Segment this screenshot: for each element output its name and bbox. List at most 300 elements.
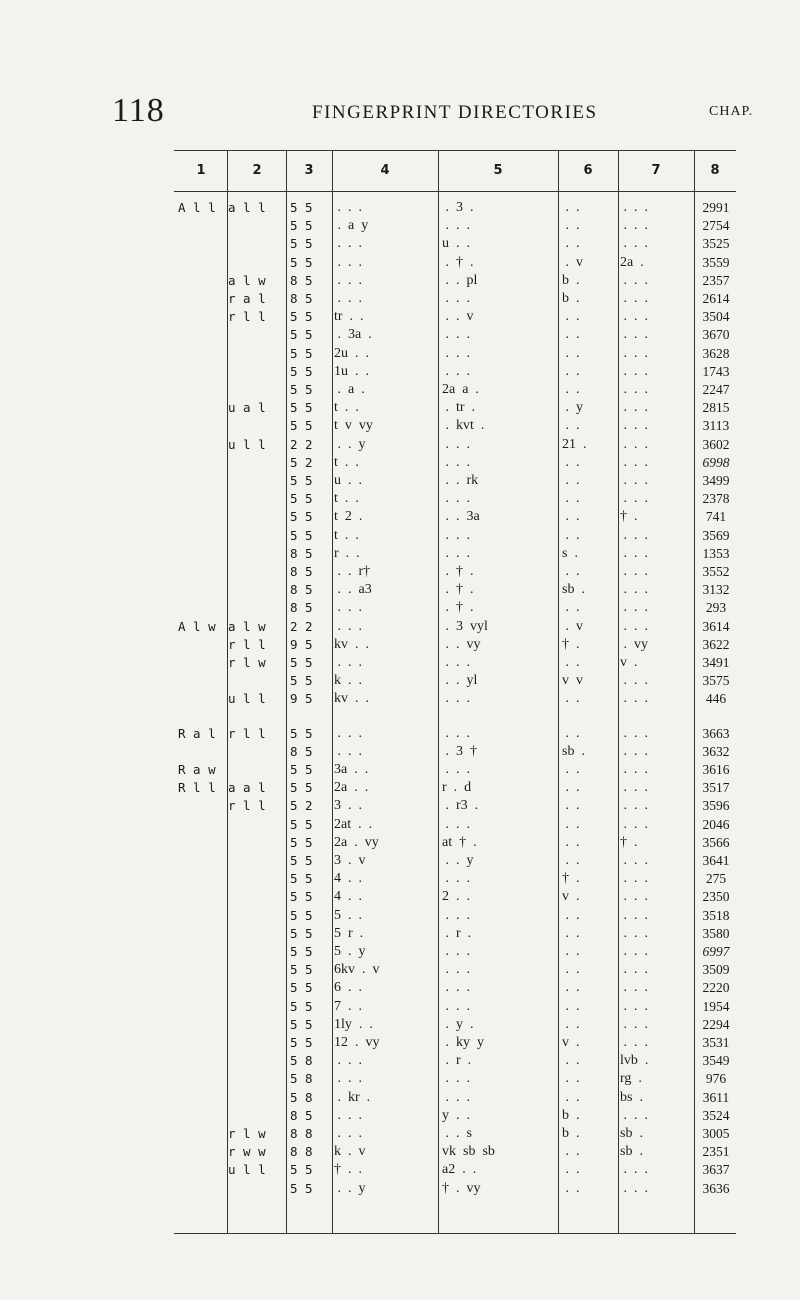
table-cell-c3: 5 5	[290, 762, 313, 777]
table-cell-c2	[228, 672, 284, 690]
table-cell-c8: 3566	[702, 834, 730, 850]
table-cell-c3: 5 5	[290, 345, 313, 361]
table-row	[174, 545, 736, 563]
table-row	[174, 1107, 736, 1125]
table-cell-c7: . . .	[620, 309, 648, 325]
table-cell-c1	[178, 1034, 222, 1052]
table-cell-c8: 3663	[702, 725, 730, 741]
table-cell-c1: R a l	[178, 725, 216, 741]
table-cell-c3: 5 5	[290, 655, 313, 670]
table-cell-c6: . .	[562, 218, 580, 234]
table-cell-c5: . . rk	[442, 473, 479, 488]
table-row	[174, 690, 736, 708]
table-cell-c4: 5 . y	[334, 944, 366, 959]
table-cell-c2	[228, 490, 284, 508]
table-cell-c4: u . .	[334, 473, 362, 488]
table-cell-c2	[228, 599, 284, 617]
table-cell-c7: . . .	[620, 618, 648, 634]
table-row	[174, 852, 736, 870]
table-cell-c7: . . .	[620, 200, 648, 215]
table-cell-c2	[228, 1089, 284, 1107]
table-cell-c4: . . .	[334, 291, 362, 306]
table-cell-c4: . . .	[334, 1107, 362, 1123]
table-cell-c1	[178, 690, 222, 708]
table-cell-c2	[228, 1107, 284, 1125]
table-cell-c7: . . .	[620, 272, 648, 288]
table-cell-c6: . .	[562, 1180, 580, 1196]
table-cell-c4: . . .	[334, 743, 362, 759]
table-cell-c5: . . .	[442, 345, 470, 361]
table-cell-c2	[228, 363, 284, 381]
table-cell-c1	[178, 472, 222, 490]
column-header: 1	[196, 163, 206, 178]
table-cell-c5: . . y	[442, 853, 474, 868]
table-cell-c1	[178, 308, 222, 326]
column-header: 3	[304, 163, 314, 178]
table-cell-c6: . .	[562, 925, 580, 941]
table-row	[174, 563, 736, 581]
table-cell-c8: 3575	[702, 673, 730, 689]
table-cell-c8: 2815	[702, 400, 730, 416]
table-cell-c8: 3580	[702, 925, 730, 941]
table-cell-c8: 446	[705, 691, 727, 707]
table-cell-c7: . vy	[620, 636, 648, 652]
table-cell-c2	[228, 1034, 284, 1052]
table-cell-c3: 5 5	[290, 1162, 313, 1178]
table-cell-c2	[228, 925, 284, 943]
table-row	[174, 490, 736, 508]
table-cell-c4: 1ly . .	[334, 1016, 373, 1032]
table-cell-c1	[178, 888, 222, 906]
table-cell-c4: 6 . .	[334, 980, 362, 996]
table-cell-c2	[228, 235, 284, 253]
table-row	[174, 925, 736, 943]
table-row	[174, 618, 736, 636]
table-cell-c4: . . y	[334, 1180, 366, 1196]
table-cell-c2	[228, 961, 284, 979]
table-cell-c2: u l l	[228, 691, 266, 707]
table-row	[174, 1125, 736, 1143]
table-cell-c3: 8 8	[290, 1126, 313, 1141]
table-cell-c1	[178, 1107, 222, 1125]
table-cell-c7: rg .	[620, 1071, 642, 1087]
table-cell-c7: 2a .	[620, 254, 644, 270]
table-cell-c3: 5 5	[290, 200, 313, 215]
table-cell-c5: † . vy	[442, 1180, 481, 1196]
table-cell-c1	[178, 816, 222, 834]
table-cell-c8: 2350	[702, 889, 730, 905]
table-cell-c1	[178, 235, 222, 253]
table-cell-c1	[178, 254, 222, 272]
table-cell-c4: t 2 .	[334, 509, 363, 525]
table-cell-c2: a l w	[228, 272, 266, 288]
table-cell-c1	[178, 345, 222, 363]
table-cell-c2: r l w	[228, 1126, 266, 1141]
table-row	[174, 1052, 736, 1070]
table-cell-c6: . v	[562, 618, 583, 634]
table-cell-c1	[178, 563, 222, 581]
table-row	[174, 1016, 736, 1034]
table-cell-c8: 3628	[702, 345, 730, 361]
table-cell-c1	[178, 636, 222, 654]
table-cell-c1	[178, 834, 222, 852]
table-cell-c2: a l l	[228, 200, 266, 215]
table-cell-c6: † .	[562, 871, 580, 887]
table-cell-c4: . . .	[334, 236, 362, 252]
table-cell-c1	[178, 1016, 222, 1034]
table-cell-c1	[178, 907, 222, 925]
table-cell-c1	[178, 508, 222, 526]
table-cell-c2	[228, 527, 284, 545]
table-cell-c5: a2 . .	[442, 1162, 477, 1178]
table-cell-c4: 5 r .	[334, 925, 364, 941]
table-cell-c6: . .	[562, 527, 580, 543]
table-cell-c6: . .	[562, 363, 580, 379]
table-cell-c4: . . .	[334, 655, 362, 670]
table-cell-c8: 3559	[702, 254, 730, 270]
table-cell-c4: k . v	[334, 1144, 366, 1160]
table-cell-c5: . † .	[442, 600, 474, 616]
table-cell-c2: u a l	[228, 400, 266, 416]
table-cell-c6: . .	[562, 1071, 580, 1087]
table-cell-c8: 2351	[702, 1144, 730, 1160]
table-row	[174, 888, 736, 906]
table-cell-c7: . . .	[620, 980, 648, 996]
table-row	[174, 436, 736, 454]
table-cell-c8: 3491	[702, 655, 730, 670]
table-cell-c7: . . .	[620, 780, 648, 796]
table-cell-c5: . . s	[442, 1126, 472, 1141]
table-cell-c4: . a y	[334, 218, 369, 234]
table-cell-c5: . . .	[442, 762, 470, 777]
table-cell-c8: 1954	[702, 998, 730, 1014]
table-cell-c4: 3 . .	[334, 798, 362, 814]
table-cell-c1: A l w	[178, 618, 216, 634]
table-cell-c8: 2247	[702, 382, 730, 397]
table-cell-c1	[178, 545, 222, 563]
table-row	[174, 1089, 736, 1107]
table-cell-c5: . . .	[442, 871, 470, 887]
table-cell-c3: 5 5	[290, 853, 313, 868]
table-cell-c4: t . .	[334, 454, 359, 470]
table-cell-c3: 8 5	[290, 582, 313, 598]
table-cell-c6: v .	[562, 889, 580, 905]
table-cell-c3: 8 5	[290, 743, 313, 759]
table-row	[174, 943, 736, 961]
table-cell-c5: . . .	[442, 944, 470, 959]
table-cell-c1	[178, 1070, 222, 1088]
table-cell-c4: . . r†	[334, 564, 371, 579]
table-cell-c1	[178, 272, 222, 290]
table-cell-c2	[228, 454, 284, 472]
table-cell-c4: r . .	[334, 545, 360, 561]
table-cell-c1	[178, 363, 222, 381]
table-cell-c5: . r .	[442, 925, 472, 941]
table-cell-c3: 5 5	[290, 473, 313, 488]
table-cell-c4: 3 . v	[334, 853, 366, 868]
table-cell-c6: . .	[562, 691, 580, 707]
table-cell-c2	[228, 943, 284, 961]
table-cell-c2	[228, 979, 284, 997]
table-cell-c2	[228, 834, 284, 852]
table-cell-c8: 2220	[702, 980, 730, 996]
table-cell-c5: . . .	[442, 491, 470, 507]
table-cell-c5: . . .	[442, 436, 470, 452]
table-cell-c4: kv . .	[334, 691, 369, 707]
table-cell-c2	[228, 563, 284, 581]
table-cell-c6: . .	[562, 834, 580, 850]
table-cell-c8: 3549	[702, 1053, 730, 1069]
table-row	[174, 472, 736, 490]
column-header: 8	[710, 163, 720, 178]
table-cell-c6: . .	[562, 962, 580, 978]
table-cell-c8: 976	[705, 1071, 727, 1087]
table-cell-c8: 2614	[702, 291, 730, 306]
table-cell-c4: 5 . .	[334, 907, 362, 923]
table-cell-c5: . . .	[442, 218, 470, 234]
table-cell-c7: . . .	[620, 600, 648, 616]
table-cell-c4: . . a3	[334, 582, 372, 598]
table-cell-c5: . . .	[442, 691, 470, 707]
table-cell-c2	[228, 1180, 284, 1198]
table-cell-c1	[178, 490, 222, 508]
table-row	[174, 599, 736, 617]
page-header	[112, 92, 752, 132]
table-cell-c3: 5 5	[290, 254, 313, 270]
table-row	[174, 235, 736, 253]
table-cell-c6: s .	[562, 545, 578, 561]
table-cell-c5: . . .	[442, 1071, 470, 1087]
table-cell-c7: . . .	[620, 473, 648, 488]
table-row	[174, 779, 736, 797]
table-cell-c1	[178, 654, 222, 672]
table-cell-c4: . . .	[334, 600, 362, 616]
table-cell-c8: 3005	[702, 1126, 730, 1141]
table-cell-c4: 2a . .	[334, 780, 369, 796]
table-cell-c7: . . .	[620, 545, 648, 561]
table-row	[174, 1034, 736, 1052]
table-cell-c3: 5 5	[290, 236, 313, 252]
table-cell-c7: . . .	[620, 889, 648, 905]
table-cell-c7: . . .	[620, 582, 648, 598]
table-cell-c8: 3596	[702, 798, 730, 814]
table-cell-c3: 5 5	[290, 1016, 313, 1032]
table-cell-c4: 6kv . v	[334, 962, 380, 978]
table-cell-c2	[228, 326, 284, 344]
table-cell-c3: 8 5	[290, 600, 313, 616]
table-cell-c3: 9 5	[290, 636, 313, 652]
table-cell-c7: . . .	[620, 1035, 648, 1050]
table-cell-c1	[178, 290, 222, 308]
table-cell-c7: . . .	[620, 798, 648, 814]
table-cell-c4: t . .	[334, 400, 359, 416]
table-cell-c4: 1u . .	[334, 363, 369, 379]
table-cell-c3: 8 5	[290, 564, 313, 579]
table-row	[174, 254, 736, 272]
table-row	[174, 345, 736, 363]
table-cell-c4: 2u . .	[334, 345, 369, 361]
table-cell-c6: 21 .	[562, 436, 587, 452]
table-cell-c6: . .	[562, 725, 580, 741]
table-cell-c5: . kvt .	[442, 418, 485, 434]
table-cell-c4: 3a . .	[334, 762, 369, 777]
table-row	[174, 454, 736, 472]
table-cell-c3: 9 5	[290, 691, 313, 707]
table-cell-c6: . v	[562, 254, 583, 270]
table-cell-c1	[178, 454, 222, 472]
table-cell-c3: 5 8	[290, 1089, 313, 1105]
table-cell-c1: R a w	[178, 762, 216, 777]
table-cell-c1	[178, 943, 222, 961]
table-cell-c5: at † .	[442, 834, 477, 850]
fingerprint-directory-table	[174, 150, 736, 1234]
table-cell-c1	[178, 1052, 222, 1070]
table-cell-c3: 5 5	[290, 218, 313, 234]
table-cell-c7: . . .	[620, 345, 648, 361]
table-cell-c5: . . .	[442, 545, 470, 561]
table-cell-c8: 1743	[702, 363, 730, 379]
table-cell-c7: . . .	[620, 944, 648, 959]
table-cell-c2: u l l	[228, 1162, 266, 1178]
table-row	[174, 399, 736, 417]
table-cell-c4: 2a . vy	[334, 834, 379, 850]
table-cell-c4: . a .	[334, 382, 365, 397]
table-row	[174, 326, 736, 344]
table-cell-c4: tr . .	[334, 309, 364, 325]
table-cell-c3: 2 2	[290, 618, 313, 634]
table-cell-c7: v .	[620, 655, 638, 670]
table-cell-c6: sb .	[562, 582, 585, 598]
table-cell-c2: u l l	[228, 436, 266, 452]
table-row	[174, 761, 736, 779]
table-cell-c3: 5 5	[290, 725, 313, 741]
table-cell-c4: † . .	[334, 1162, 362, 1178]
table-cell-c3: 5 5	[290, 816, 313, 832]
table-cell-c2: a a l	[228, 780, 266, 796]
table-cell-c2	[228, 472, 284, 490]
table-cell-c1	[178, 1089, 222, 1107]
table-cell-c6: b .	[562, 272, 580, 288]
table-cell-c6: . .	[562, 1162, 580, 1178]
table-cell-c3: 5 5	[290, 834, 313, 850]
table-cell-c8: 3637	[702, 1162, 730, 1178]
table-cell-c8: 1353	[702, 545, 730, 561]
table-cell-c8: 3602	[702, 436, 730, 452]
table-cell-c3: 5 5	[290, 491, 313, 507]
table-cell-c6: b .	[562, 1126, 580, 1141]
table-row	[174, 581, 736, 599]
table-row	[174, 816, 736, 834]
table-cell-c6: . .	[562, 564, 580, 579]
column-header: 6	[583, 163, 593, 178]
table-row	[174, 743, 736, 761]
table-row	[174, 363, 736, 381]
table-cell-c8: 741	[705, 509, 727, 525]
table-cell-c7: . . .	[620, 491, 648, 507]
table-cell-c7: . . .	[620, 236, 648, 252]
table-cell-c3: 5 5	[290, 327, 313, 343]
table-cell-c8: 3622	[702, 636, 730, 652]
table-cell-c3: 5 5	[290, 1035, 313, 1050]
table-cell-c4: 2at . .	[334, 816, 373, 832]
table-cell-c6: . .	[562, 327, 580, 343]
running-title: FINGERPRINT DIRECTORIES	[312, 102, 598, 123]
table-row	[174, 1180, 736, 1198]
table-cell-c2	[228, 761, 284, 779]
table-cell-c4: . . .	[334, 272, 362, 288]
table-cell-c5: . . .	[442, 907, 470, 923]
table-cell-c6: sb .	[562, 743, 585, 759]
table-cell-c2	[228, 743, 284, 761]
table-cell-c4: . . .	[334, 1053, 362, 1069]
table-cell-c7: . . .	[620, 418, 648, 434]
table-cell-c2	[228, 381, 284, 399]
table-cell-c2	[228, 1016, 284, 1034]
table-cell-c2: r a l	[228, 291, 266, 306]
table-cell-c5: . . .	[442, 527, 470, 543]
table-cell-c8: 6998	[702, 454, 730, 470]
table-cell-c7: . . .	[620, 871, 648, 887]
table-cell-c5: . . v	[442, 309, 474, 325]
table-cell-c4: . 3a .	[334, 327, 372, 343]
table-cell-c1	[178, 1143, 222, 1161]
table-cell-c3: 5 5	[290, 998, 313, 1014]
table-cell-c5: . . .	[442, 725, 470, 741]
table-cell-c2	[228, 545, 284, 563]
table-cell-c6: . .	[562, 200, 580, 215]
table-cell-c6: . .	[562, 491, 580, 507]
table-cell-c3: 5 5	[290, 309, 313, 325]
table-cell-c3: 5 5	[290, 889, 313, 905]
table-cell-c8: 293	[705, 600, 727, 616]
table-cell-c7: . . .	[620, 1162, 648, 1178]
table-row	[174, 979, 736, 997]
table-cell-c2	[228, 907, 284, 925]
table-cell-c7: . . .	[620, 327, 648, 343]
table-cell-c8: 3517	[702, 780, 730, 796]
table-cell-c1	[178, 961, 222, 979]
table-cell-c5: . r .	[442, 1053, 472, 1069]
table-cell-c3: 8 5	[290, 545, 313, 561]
table-cell-c6: † .	[562, 636, 580, 652]
table-cell-c4: . . .	[334, 1126, 362, 1141]
table-cell-c7: . . .	[620, 691, 648, 707]
table-cell-c1	[178, 527, 222, 545]
table-cell-c4: 4 . .	[334, 871, 362, 887]
table-cell-c5: . r3 .	[442, 798, 479, 814]
table-cell-c7: sb .	[620, 1126, 643, 1141]
table-cell-c7: . . .	[620, 564, 648, 579]
table-cell-c1	[178, 381, 222, 399]
column-header: 5	[493, 163, 503, 178]
table-cell-c2: r l l	[228, 309, 266, 325]
table-cell-c2: r l l	[228, 725, 266, 741]
table-cell-c4: . . .	[334, 1071, 362, 1087]
table-cell-c8: 3524	[702, 1107, 730, 1123]
table-cell-c1	[178, 417, 222, 435]
table-cell-c8: 3509	[702, 962, 730, 978]
table-cell-c7: . . .	[620, 1016, 648, 1032]
table-cell-c5: . . .	[442, 962, 470, 978]
table-row	[174, 1143, 736, 1161]
table-cell-c1	[178, 599, 222, 617]
table-cell-c6: . .	[562, 816, 580, 832]
table-cell-c6: . .	[562, 907, 580, 923]
table-cell-c7: . . .	[620, 400, 648, 416]
table-cell-c5: . tr .	[442, 400, 476, 416]
table-cell-c1	[178, 1125, 222, 1143]
table-cell-c5: . † .	[442, 564, 474, 579]
